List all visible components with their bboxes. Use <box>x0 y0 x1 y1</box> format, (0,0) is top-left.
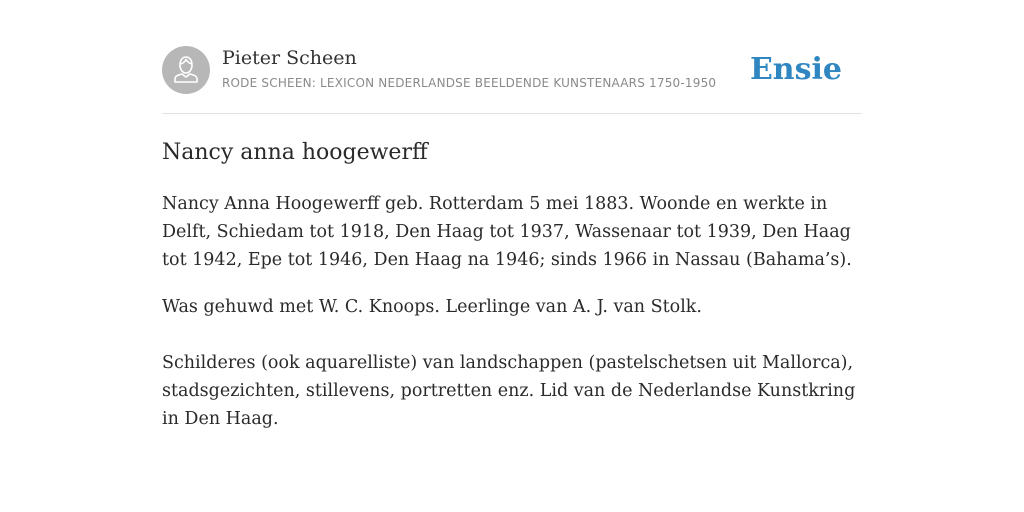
article-title: Nancy anna hoogewerff <box>162 140 428 165</box>
avatar[interactable] <box>162 46 210 94</box>
article-paragraph: Schilderes (ook aquarelliste) van landschappen (pastelschetsen uit Mallorca), stadsgezichten, stillevens, portretten enz. Lid van de Nederlandse Kunstkring in Den Haag. <box>162 353 856 429</box>
article-header <box>162 46 862 114</box>
author-name[interactable]: Pieter Scheen <box>222 47 357 69</box>
user-icon <box>162 46 210 94</box>
article-paragraph: Was gehuwd met W. C. Knoops. Leerlinge van A. J. van Stolk. <box>162 297 702 317</box>
header-divider <box>162 113 862 114</box>
brand-logo[interactable]: Ensie <box>749 52 842 87</box>
source-reference[interactable]: RODE SCHEEN: LEXICON NEDERLANDSE BEELDENDE KUNSTENAARS 1750-1950 <box>222 76 717 90</box>
article-paragraph: Nancy Anna Hoogewerff geb. Rotterdam 5 mei 1883. Woonde en werkte in Delft, Schiedam tot 1918, Den Haag tot 1937, Wassenaar tot 1939, Den Haag tot 1942, Epe tot 1946, Den Haag na 1946; sinds 1966 in Nassau (Bahama’s). <box>162 194 852 270</box>
